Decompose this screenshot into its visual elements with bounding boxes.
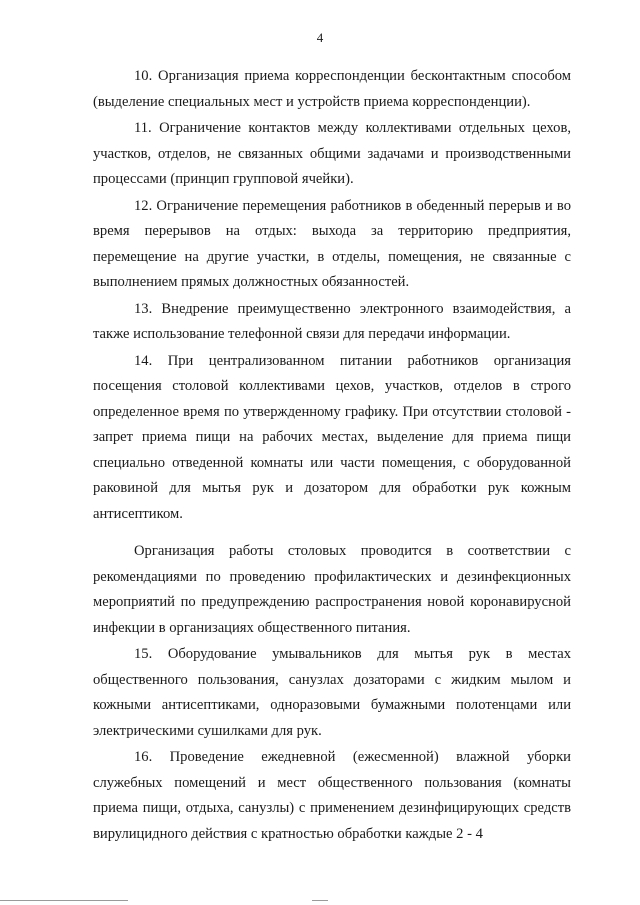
paragraph-10: 10. Организация приема корреспонденции бесконтактным способом (выделение специальных мест и устройств приема корреспонденции). bbox=[93, 68, 571, 110]
paragraph-14: 14. При централизованном питании работников организация посещения столовой коллективами цехов, участков, отделов в строго определенное время по утвержденному графику. При отсутствии столовой - запрет приема пищи на рабочих местах, выделение для приема пищи специально отведенной комнаты или части помещения, с оборудованной раковиной для мытья рук и дозатором для обработки рук кожным антисептиком. bbox=[93, 352, 571, 522]
footer-rule-left bbox=[0, 900, 128, 901]
paragraph-11: 11. Ограничение контактов между коллективами отдельных цехов, участков, отделов, не связанных общими задачами и производственными процессами (принцип групповой ячейки). bbox=[93, 120, 571, 187]
paragraph-canteen-organization: Организация работы столовых проводится в соответствии с рекомендациями по проведению профилактических и дезинфекционных мероприятий по предупреждению распространения новой коронавирусной инфекции в организациях общественного питания. bbox=[93, 543, 571, 636]
document-body bbox=[93, 64, 571, 848]
paragraph-15: 15. Оборудование умывальников для мытья рук в местах общественного пользования, санузлах дозаторами с жидким мылом и кожными антисептиками, одноразовыми бумажными полотенцами или электрическими сушилками для рук. bbox=[93, 646, 571, 739]
paragraph-13: 13. Внедрение преимущественно электронного взаимодействия, а также использование телефонной связи для передачи информации. bbox=[93, 300, 571, 342]
page-number: 4 bbox=[316, 30, 324, 45]
paragraph-12: 12. Ограничение перемещения работников в обеденный перерыв и во время перерывов на отдых: выхода за территорию предприятия, перемещение на другие участки, в отделы, помещения, не связанные с выполнением прямых должностных обязанностей. bbox=[93, 197, 571, 290]
footer-rule-center bbox=[312, 900, 328, 901]
paragraph-16: 16. Проведение ежедневной (ежесменной) влажной уборки служебных помещений и мест общественного пользования (комнаты приема пищи, отдыха, санузлы) с применением дезинфицирующих средств вирулицидного действия с кратностью обработки каждые 2 - 4 bbox=[93, 749, 571, 842]
